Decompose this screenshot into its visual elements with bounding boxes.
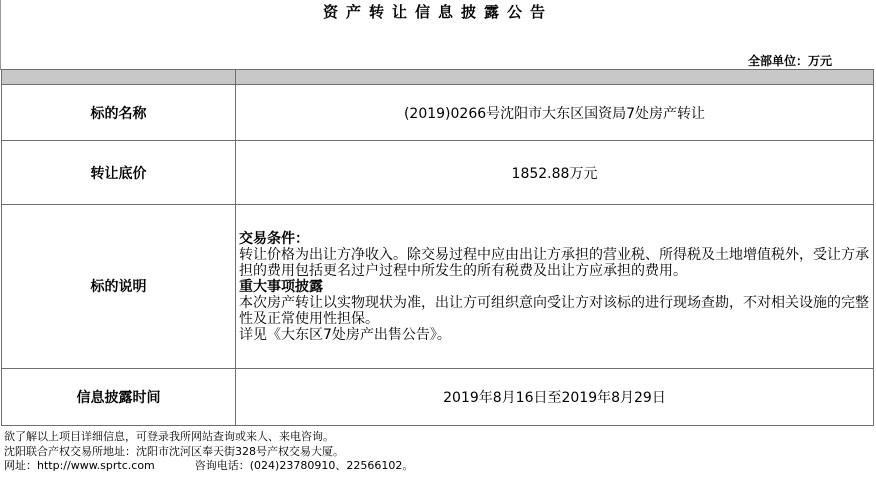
- footer-address: 沈阳联合产权交易所地址：沈阳市沈河区奉天街328号产权交易大厦。: [4, 444, 344, 458]
- footer-info: [4, 430, 413, 474]
- label-subject-name: 标的名称: [2, 85, 236, 141]
- header-cell-left: [2, 70, 236, 85]
- value-subject-description: [236, 204, 874, 368]
- disclosure-table: [1, 69, 874, 426]
- value-subject-name: (2019)0266号沈阳市大东区国资局7处房产转让: [236, 85, 874, 141]
- label-disclosure-time: 信息披露时间: [2, 368, 236, 425]
- trade-conditions-text: 转让价格为出让方净收入。除交易过程中应由出让方承担的营业税、所得税及土地增值税外，受让方承担的费用包括更名过户过程中所发生的所有税费及出让方应承担的费用。: [239, 247, 869, 280]
- value-disclosure-time: 2019年8月16日至2019年8月29日: [236, 368, 874, 425]
- table-header-row: [2, 70, 874, 85]
- see-announcement-text: 详见《大东区7处房产出售公告》。: [239, 327, 451, 344]
- header-cell-right: [236, 70, 874, 85]
- table-row: [2, 85, 874, 141]
- page-title: 资产转让信息披露公告: [322, 3, 553, 21]
- major-matters-text: 本次房产转让以实物现状为准，出让方可组织意向受让方对该标的进行现场查勘，不对相关设施的完整性及正常使用性担保。: [239, 295, 869, 328]
- value-reserve-price: 1852.88万元: [236, 141, 874, 204]
- table-row: [2, 368, 874, 425]
- footer-inquiry-note: 欲了解以上项目详细信息，可登录我所网站查询或来人、来电咨询。: [4, 430, 334, 443]
- footer-phone: 咨询电话：(024)23780910、22566102。: [194, 459, 414, 472]
- table-row: [2, 204, 874, 368]
- label-reserve-price: 转让底价: [2, 141, 236, 204]
- footer-contact-line: [4, 459, 413, 474]
- unit-note: 全部单位：万元: [747, 54, 832, 68]
- major-matters-heading: 重大事项披露: [239, 279, 323, 296]
- table-row: [2, 141, 874, 204]
- footer-website: 网址：http://www.sprtc.com: [4, 459, 155, 472]
- trade-conditions-heading: 交易条件：: [239, 231, 309, 248]
- label-subject-description: 标的说明: [2, 204, 236, 368]
